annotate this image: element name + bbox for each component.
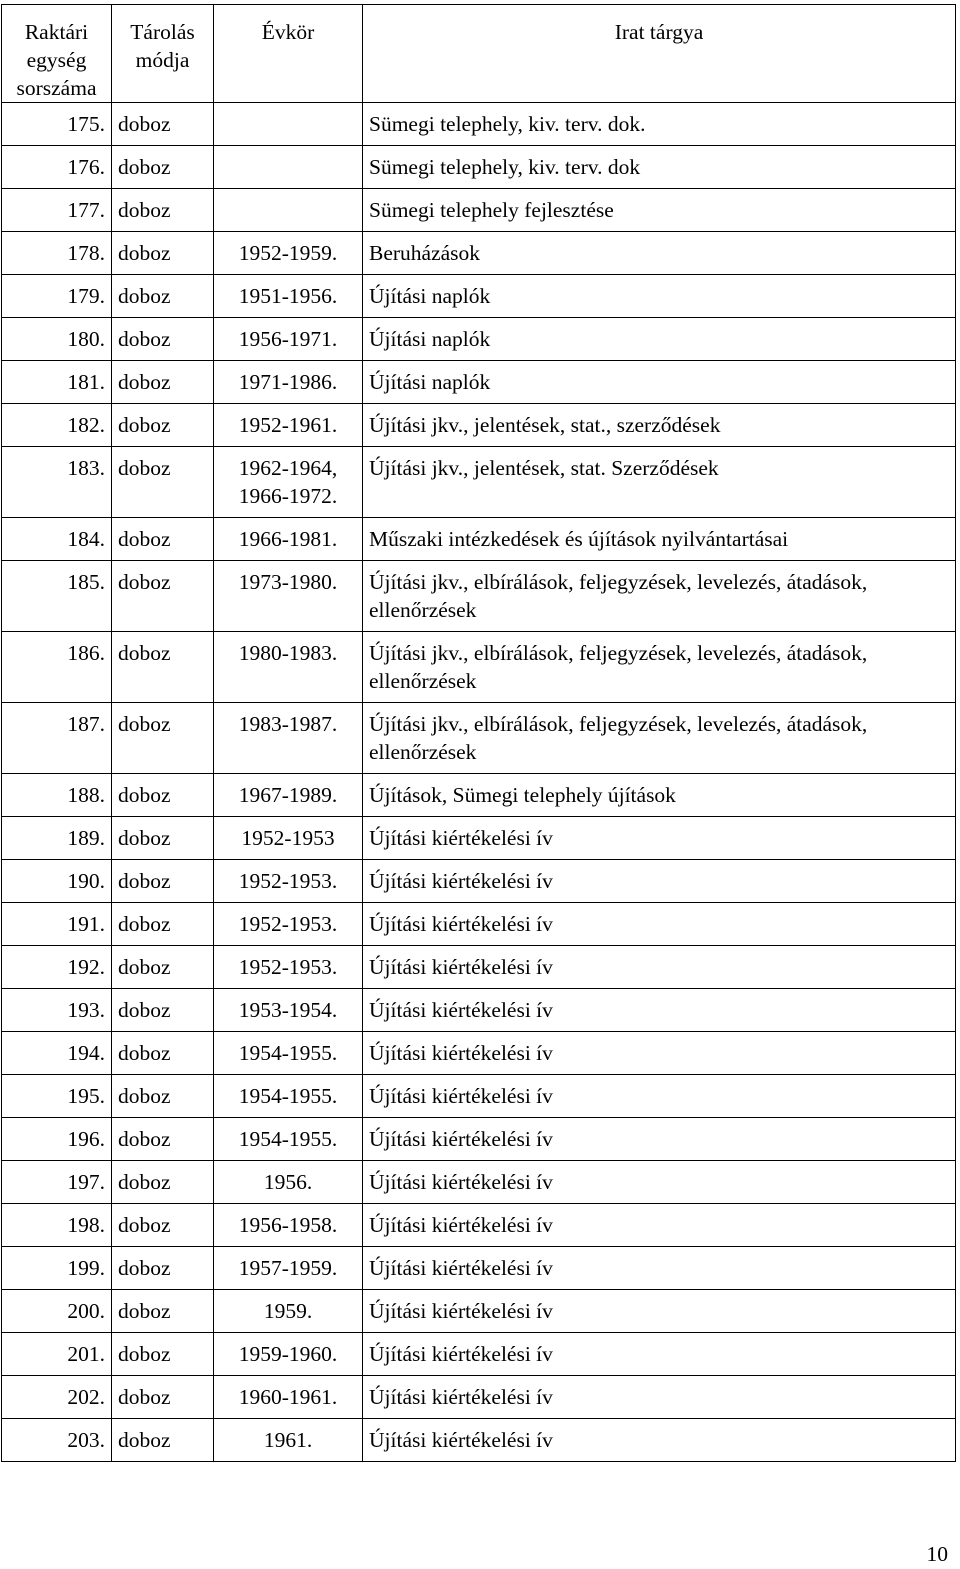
table-row — [2, 632, 956, 703]
years-line: 1962-1964, — [238, 456, 338, 480]
header-storage-line2: módja — [135, 48, 190, 72]
unit-number-cell: 198. — [2, 1204, 112, 1247]
header-subject: Irat tárgya — [363, 5, 956, 103]
storage-method-cell: doboz — [112, 1290, 214, 1333]
years-line: 1956. — [263, 1170, 313, 1194]
years-cell — [214, 703, 363, 774]
page-number: 10 — [926, 1542, 948, 1566]
unit-number-cell: 194. — [2, 1032, 112, 1075]
table-row — [2, 1247, 956, 1290]
years-line: 1952-1953. — [238, 955, 338, 979]
years-line — [220, 110, 356, 138]
years-line: 1956-1958. — [238, 1213, 338, 1237]
storage-method-cell: doboz — [112, 189, 214, 232]
table-row — [2, 318, 956, 361]
table-row — [2, 404, 956, 447]
unit-number-cell: 179. — [2, 275, 112, 318]
subject-cell: Újítások, Sümegi telephely újítások — [363, 774, 956, 817]
unit-number-cell: 193. — [2, 989, 112, 1032]
storage-method-cell: doboz — [112, 1247, 214, 1290]
table-row — [2, 103, 956, 146]
unit-number-cell: 183. — [2, 447, 112, 518]
years-line: 1952-1961. — [238, 413, 338, 437]
years-cell — [214, 817, 363, 860]
subject-cell: Újítási kiértékelési ív — [363, 1075, 956, 1118]
table-row — [2, 189, 956, 232]
years-cell — [214, 632, 363, 703]
unit-number-cell: 192. — [2, 946, 112, 989]
years-line: 1959. — [263, 1299, 313, 1323]
years-cell — [214, 189, 363, 232]
years-line: 1954-1955. — [238, 1084, 338, 1108]
storage-method-cell: doboz — [112, 361, 214, 404]
subject-cell: Újítási kiértékelési ív — [363, 860, 956, 903]
years-cell — [214, 1032, 363, 1075]
table-row — [2, 774, 956, 817]
years-cell — [214, 903, 363, 946]
table-row — [2, 703, 956, 774]
unit-number-cell: 185. — [2, 561, 112, 632]
unit-number-cell: 178. — [2, 232, 112, 275]
subject-cell: Újítási kiértékelési ív — [363, 989, 956, 1032]
years-line-2: 1966-1972. — [238, 484, 338, 508]
table-row — [2, 146, 956, 189]
unit-number-cell: 189. — [2, 817, 112, 860]
storage-method-cell: doboz — [112, 103, 214, 146]
subject-cell: Újítási kiértékelési ív — [363, 1247, 956, 1290]
subject-cell: Újítási kiértékelési ív — [363, 1333, 956, 1376]
table-row — [2, 1161, 956, 1204]
years-cell — [214, 1204, 363, 1247]
years-cell — [214, 447, 363, 518]
subject-cell: Újítási naplók — [363, 318, 956, 361]
storage-method-cell: doboz — [112, 1333, 214, 1376]
header-unit-line2: egység — [26, 48, 87, 72]
table-row — [2, 1290, 956, 1333]
years-cell — [214, 989, 363, 1032]
unit-number-cell: 181. — [2, 361, 112, 404]
storage-method-cell: doboz — [112, 1075, 214, 1118]
archive-inventory-table — [1, 4, 956, 1462]
subject-cell: Újítási kiértékelési ív — [363, 903, 956, 946]
table-row — [2, 817, 956, 860]
years-line: 1971-1986. — [238, 370, 338, 394]
table-row — [2, 1204, 956, 1247]
years-cell — [214, 518, 363, 561]
subject-cell: Újítási kiértékelési ív — [363, 1161, 956, 1204]
years-cell — [214, 1290, 363, 1333]
header-years: Évkör — [214, 5, 363, 103]
table-row — [2, 1419, 956, 1462]
years-cell — [214, 318, 363, 361]
table-row — [2, 1376, 956, 1419]
years-cell — [214, 1376, 363, 1419]
storage-method-cell: doboz — [112, 146, 214, 189]
table-row — [2, 989, 956, 1032]
subject-cell: Sümegi telephely, kiv. terv. dok — [363, 146, 956, 189]
subject-cell: Újítási kiértékelési ív — [363, 1419, 956, 1462]
storage-method-cell: doboz — [112, 404, 214, 447]
unit-number-cell: 200. — [2, 1290, 112, 1333]
years-line: 1951-1956. — [238, 284, 338, 308]
storage-method-cell: doboz — [112, 232, 214, 275]
storage-method-cell: doboz — [112, 275, 214, 318]
storage-method-cell: doboz — [112, 447, 214, 518]
subject-cell: Sümegi telephely, kiv. terv. dok. — [363, 103, 956, 146]
subject-cell: Műszaki intézkedések és újítások nyilvántartásai — [363, 518, 956, 561]
table-row — [2, 518, 956, 561]
header-unit-line3: sorszáma — [16, 76, 97, 100]
years-line: 1953-1954. — [238, 998, 338, 1022]
years-line: 1980-1983. — [238, 641, 338, 665]
unit-number-cell: 202. — [2, 1376, 112, 1419]
years-line: 1957-1959. — [238, 1256, 338, 1280]
unit-number-cell: 199. — [2, 1247, 112, 1290]
years-line: 1983-1987. — [238, 712, 338, 736]
unit-number-cell: 176. — [2, 146, 112, 189]
subject-cell: Újítási kiértékelési ív — [363, 946, 956, 989]
subject-cell: Újítási jkv., elbírálások, feljegyzések, levelezés, átadások, ellenőrzések — [363, 703, 956, 774]
years-cell — [214, 361, 363, 404]
storage-method-cell: doboz — [112, 903, 214, 946]
storage-method-cell: doboz — [112, 1376, 214, 1419]
years-line: 1966-1981. — [238, 527, 338, 551]
table-row — [2, 860, 956, 903]
unit-number-cell: 187. — [2, 703, 112, 774]
storage-method-cell: doboz — [112, 774, 214, 817]
unit-number-cell: 191. — [2, 903, 112, 946]
table-row — [2, 1032, 956, 1075]
years-cell — [214, 946, 363, 989]
storage-method-cell: doboz — [112, 860, 214, 903]
years-cell — [214, 1075, 363, 1118]
subject-cell: Újítási kiértékelési ív — [363, 817, 956, 860]
subject-cell: Újítási jkv., jelentések, stat., szerződések — [363, 404, 956, 447]
years-cell — [214, 860, 363, 903]
header-unit-line1: Raktári — [24, 20, 89, 44]
header-storage-line1: Tárolás — [130, 20, 195, 44]
subject-cell: Újítási jkv., jelentések, stat. Szerződések — [363, 447, 956, 518]
unit-number-cell: 186. — [2, 632, 112, 703]
years-cell — [214, 404, 363, 447]
years-line: 1961. — [263, 1428, 313, 1452]
subject-cell: Újítási kiértékelési ív — [363, 1032, 956, 1075]
table-row — [2, 1118, 956, 1161]
subject-cell: Újítási jkv., elbírálások, feljegyzések, levelezés, átadások, ellenőrzések — [363, 561, 956, 632]
years-line: 1959-1960. — [238, 1342, 338, 1366]
years-cell — [214, 232, 363, 275]
years-cell — [214, 1161, 363, 1204]
storage-method-cell: doboz — [112, 561, 214, 632]
subject-cell: Beruházások — [363, 232, 956, 275]
storage-method-cell: doboz — [112, 1204, 214, 1247]
unit-number-cell: 190. — [2, 860, 112, 903]
years-cell — [214, 1247, 363, 1290]
table-row — [2, 946, 956, 989]
unit-number-cell: 182. — [2, 404, 112, 447]
unit-number-cell: 195. — [2, 1075, 112, 1118]
table-row — [2, 1075, 956, 1118]
years-line: 1954-1955. — [238, 1041, 338, 1065]
unit-number-cell: 203. — [2, 1419, 112, 1462]
unit-number-cell: 184. — [2, 518, 112, 561]
subject-cell: Újítási kiértékelési ív — [363, 1376, 956, 1419]
table-row — [2, 447, 956, 518]
years-cell — [214, 1333, 363, 1376]
table-row — [2, 275, 956, 318]
subject-cell: Sümegi telephely fejlesztése — [363, 189, 956, 232]
unit-number-cell: 201. — [2, 1333, 112, 1376]
unit-number-cell: 175. — [2, 103, 112, 146]
years-line: 1973-1980. — [238, 570, 338, 594]
unit-number-cell: 188. — [2, 774, 112, 817]
subject-cell: Újítási kiértékelési ív — [363, 1118, 956, 1161]
years-line — [220, 153, 356, 181]
table-row — [2, 361, 956, 404]
subject-cell: Újítási jkv., elbírálások, feljegyzések, levelezés, átadások, ellenőrzések — [363, 632, 956, 703]
table-row — [2, 232, 956, 275]
subject-cell: Újítási naplók — [363, 361, 956, 404]
years-line: 1952-1953. — [238, 912, 338, 936]
storage-method-cell: doboz — [112, 989, 214, 1032]
unit-number-cell: 197. — [2, 1161, 112, 1204]
storage-method-cell: doboz — [112, 703, 214, 774]
storage-method-cell: doboz — [112, 518, 214, 561]
years-cell — [214, 146, 363, 189]
storage-method-cell: doboz — [112, 1118, 214, 1161]
subject-cell: Újítási kiértékelési ív — [363, 1204, 956, 1247]
years-line: 1956-1971. — [238, 327, 338, 351]
table-row — [2, 561, 956, 632]
unit-number-cell: 180. — [2, 318, 112, 361]
years-line — [220, 196, 356, 224]
storage-method-cell: doboz — [112, 1419, 214, 1462]
table-body — [2, 103, 956, 1462]
table-row — [2, 903, 956, 946]
unit-number-cell: 196. — [2, 1118, 112, 1161]
years-line: 1960-1961. — [238, 1385, 338, 1409]
storage-method-cell: doboz — [112, 1161, 214, 1204]
subject-cell: Újítási naplók — [363, 275, 956, 318]
table-row — [2, 1333, 956, 1376]
years-cell — [214, 1118, 363, 1161]
years-line: 1952-1953. — [238, 869, 338, 893]
header-unit-number — [2, 5, 112, 103]
years-cell — [214, 275, 363, 318]
storage-method-cell: doboz — [112, 946, 214, 989]
storage-method-cell: doboz — [112, 318, 214, 361]
years-cell — [214, 774, 363, 817]
years-cell — [214, 103, 363, 146]
storage-method-cell: doboz — [112, 632, 214, 703]
table-header-row — [2, 5, 956, 103]
subject-cell: Újítási kiértékelési ív — [363, 1290, 956, 1333]
unit-number-cell: 177. — [2, 189, 112, 232]
header-storage-method — [112, 5, 214, 103]
years-cell — [214, 561, 363, 632]
years-line: 1967-1989. — [238, 783, 338, 807]
years-line: 1954-1955. — [238, 1127, 338, 1151]
storage-method-cell: doboz — [112, 817, 214, 860]
years-cell — [214, 1419, 363, 1462]
years-line: 1952-1959. — [238, 241, 338, 265]
years-line: 1952-1953 — [241, 826, 335, 850]
storage-method-cell: doboz — [112, 1032, 214, 1075]
